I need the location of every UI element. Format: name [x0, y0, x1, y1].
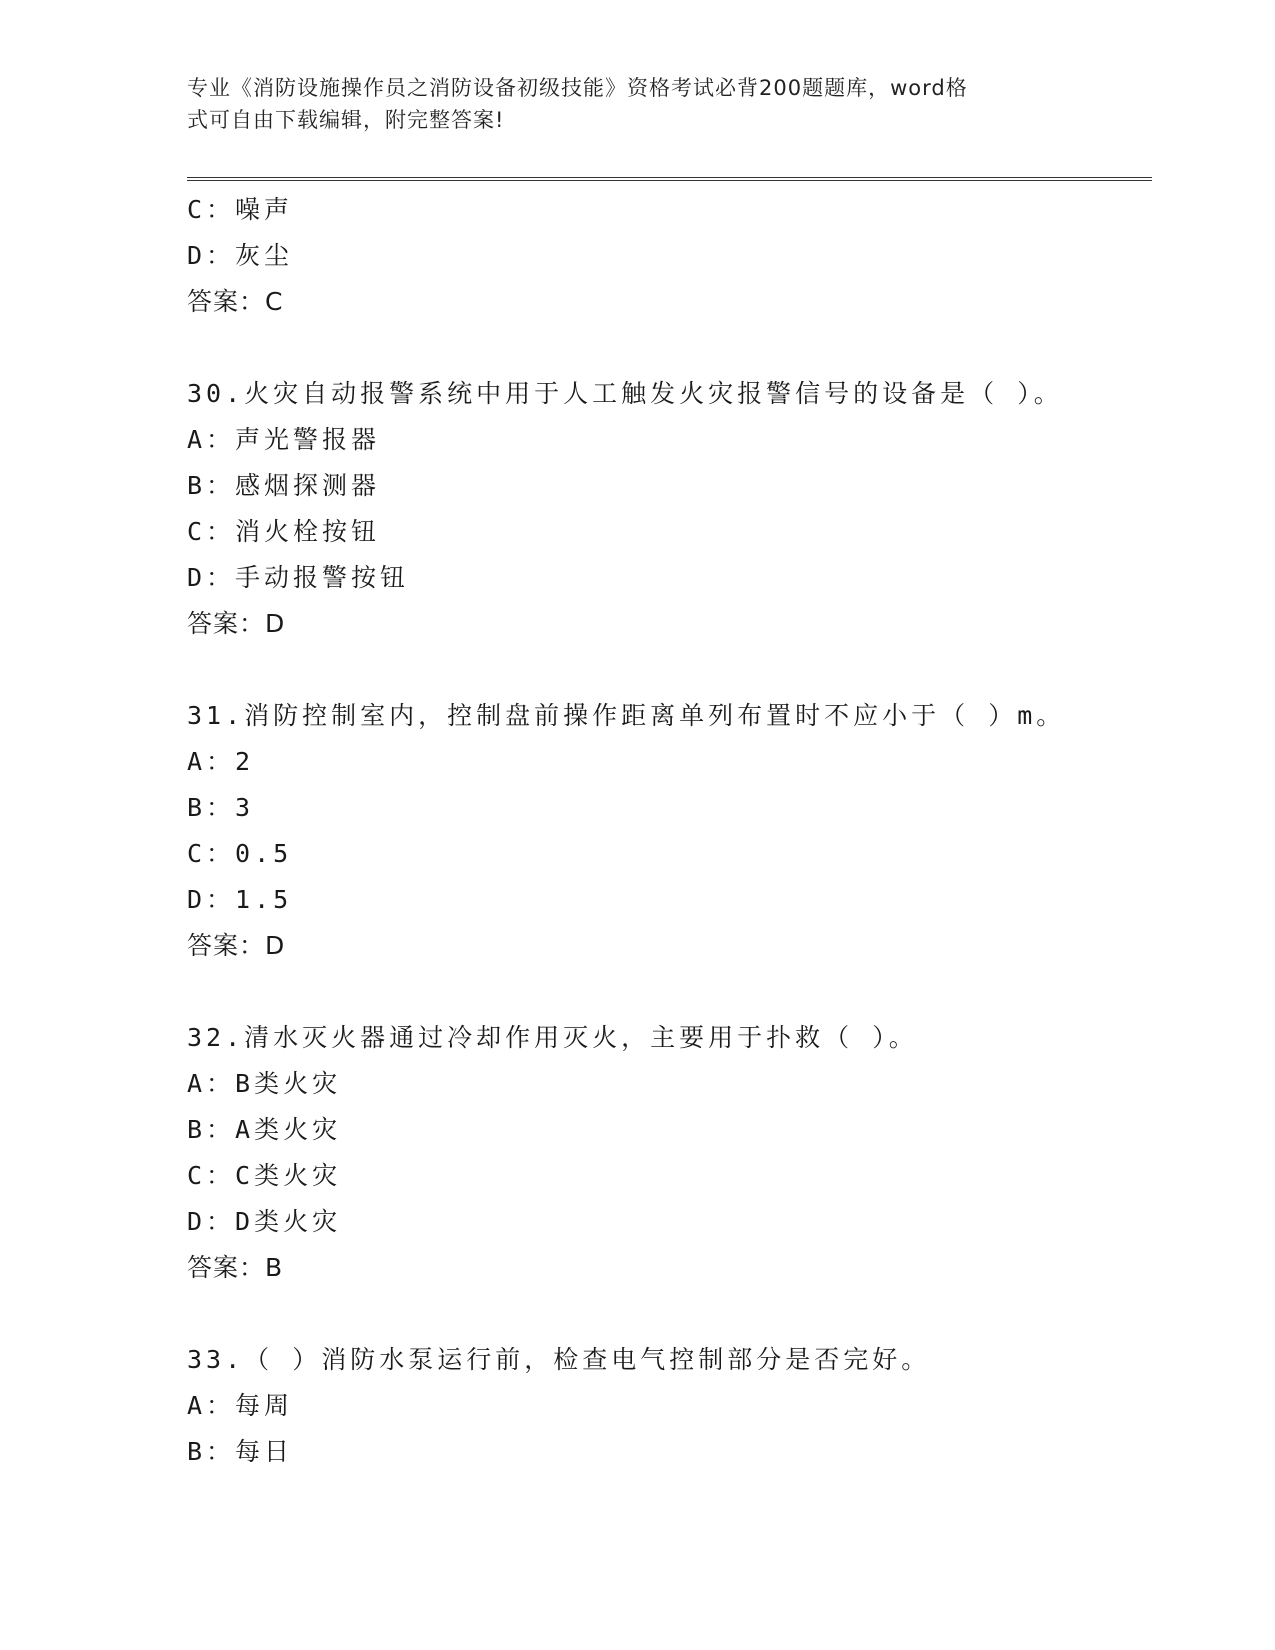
option-b: B：感烟探测器 [187, 471, 381, 500]
option-b: B：A类火灾 [187, 1115, 342, 1144]
spacer [187, 647, 1147, 693]
question-text: 31.消防控制室内，控制盘前操作距离单列布置时不应小于（ ）m。 [187, 701, 1066, 730]
question-text: 33.（ ）消防水泵运行前，检查电气控制部分是否完好。 [187, 1345, 931, 1374]
question-list [187, 187, 1147, 1475]
option-d: D：D类火灾 [187, 1207, 342, 1236]
header-line-1: 专业《消防设施操作员之消防设备初级技能》资格考试必背200题题库，word格 [187, 76, 968, 100]
option-c: C：消火栓按钮 [187, 517, 381, 546]
answer-line: 答案：D [187, 931, 286, 960]
option-d: D：手动报警按钮 [187, 563, 410, 592]
option-a: A：B类火灾 [187, 1069, 342, 1098]
spacer [187, 1291, 1147, 1337]
answer-line: 答案：C [187, 287, 284, 316]
option-d: D：灰尘 [187, 241, 294, 270]
question-block-30 [187, 371, 1147, 647]
header-divider [187, 177, 1152, 181]
option-b: B：每日 [187, 1437, 294, 1466]
spacer [187, 325, 1147, 371]
page-header [187, 72, 1067, 136]
option-c: C：C类火灾 [187, 1161, 342, 1190]
question-block-31 [187, 693, 1147, 969]
question-block-33 [187, 1337, 1147, 1475]
option-c: C：0.5 [187, 839, 293, 868]
option-c: C：噪声 [187, 195, 294, 224]
question-block-29 [187, 187, 1147, 325]
option-a: A：声光警报器 [187, 425, 381, 454]
question-text: 32.清水灭火器通过冷却作用灭火，主要用于扑救（ ）。 [187, 1023, 918, 1052]
answer-line: 答案：B [187, 1253, 284, 1282]
header-line-2: 式可自由下载编辑，附完整答案! [187, 108, 505, 132]
option-a: A：2 [187, 747, 255, 776]
answer-line: 答案：D [187, 609, 286, 638]
option-a: A：每周 [187, 1391, 294, 1420]
option-d: D：1.5 [187, 885, 293, 914]
question-block-32 [187, 1015, 1147, 1291]
spacer [187, 969, 1147, 1015]
option-b: B：3 [187, 793, 255, 822]
question-text: 30.火灾自动报警系统中用于人工触发火灾报警信号的设备是（ ）。 [187, 379, 1063, 408]
